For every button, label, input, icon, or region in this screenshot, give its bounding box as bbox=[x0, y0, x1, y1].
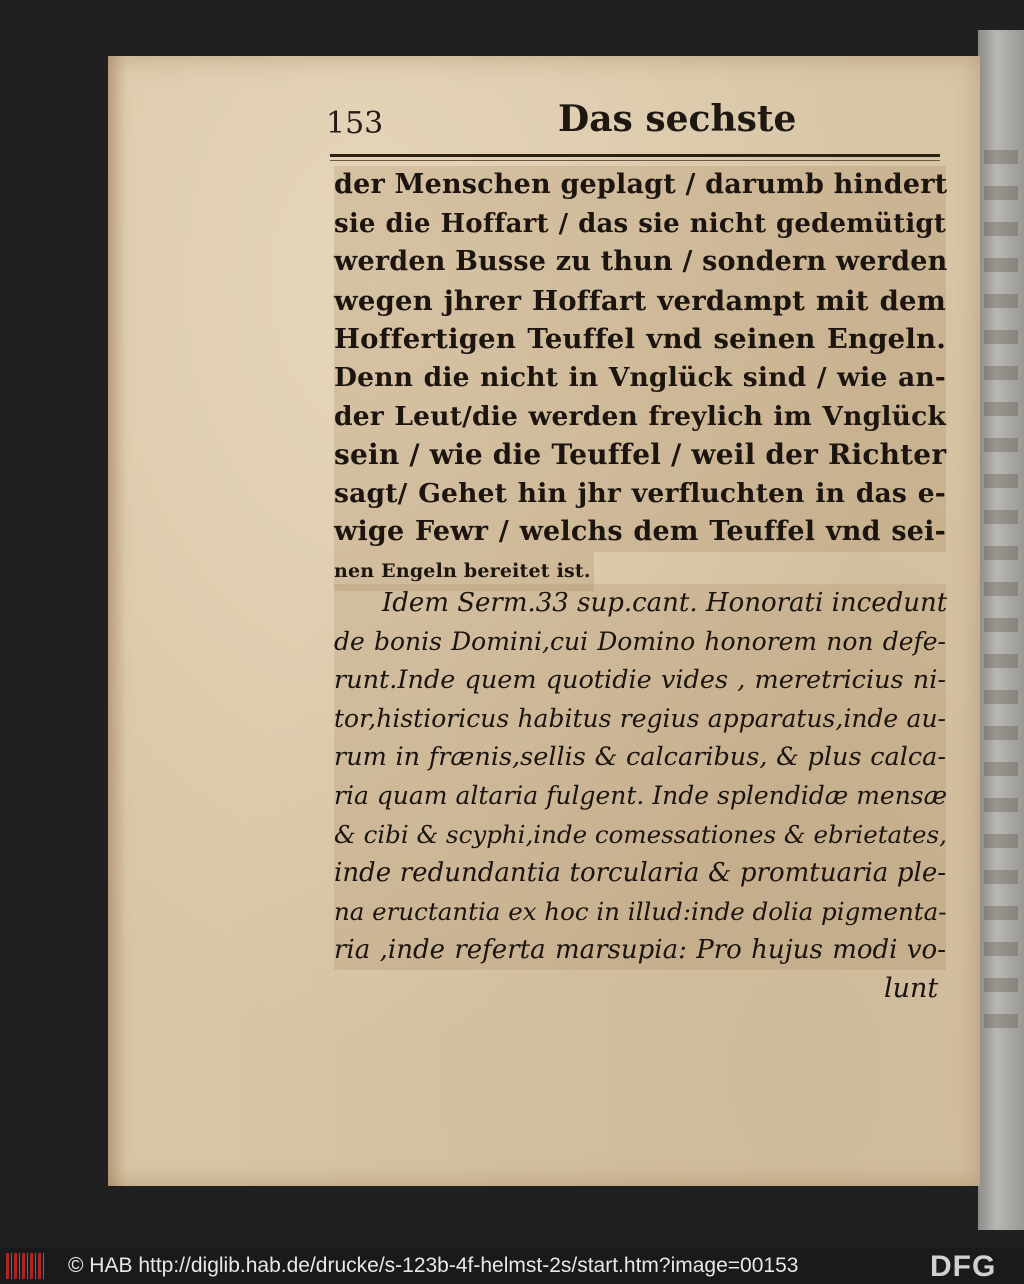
text-line: Idem Serm.33 sup.cant. Honorati incedunt bbox=[334, 584, 946, 623]
next-page-edge bbox=[978, 30, 1024, 1230]
text-line: der Leut/die werden freylich im Vnglück bbox=[334, 398, 946, 437]
text-line: ria quam altaria fulgent. Inde splendidæ mensæ bbox=[334, 777, 946, 816]
latin-text-block bbox=[334, 584, 946, 970]
header-rule bbox=[330, 154, 940, 157]
text-line: werden Busse zu thun / sondern werden bbox=[334, 243, 946, 282]
running-head: Das sechste bbox=[558, 98, 797, 140]
header-rule-thin bbox=[330, 160, 940, 161]
next-page-shadow bbox=[984, 150, 1018, 1050]
text-line: sagt/ Gehet hin jhr verfluchten in das e- bbox=[334, 475, 946, 514]
text-line: Denn die nicht in Vnglück sind / wie an- bbox=[334, 359, 946, 398]
text-line: runt.Inde quem quotidie vides , meretricius ni- bbox=[334, 661, 946, 700]
text-line: wige Fewr / welchs dem Teuffel vnd sei- bbox=[334, 513, 946, 552]
text-line: sein / wie die Teuffel / weil der Richter bbox=[334, 436, 946, 475]
dfg-logo: DFG bbox=[930, 1250, 997, 1283]
text-line: sie die Hoffart / das sie nicht gedemütigt bbox=[334, 205, 946, 244]
page-number: 153 bbox=[326, 106, 384, 141]
text-line: der Menschen geplagt / darumb hindert bbox=[334, 166, 946, 205]
footer-bar bbox=[0, 1248, 1024, 1284]
barcode-icon bbox=[6, 1253, 46, 1279]
german-text-block bbox=[334, 166, 946, 591]
copyright-link[interactable]: © HAB http://diglib.hab.de/drucke/s-123b-4f-helmst-2s/start.htm?image=00153 bbox=[68, 1254, 799, 1277]
text-line: tor,histioricus habitus regius apparatus,inde au- bbox=[334, 700, 946, 739]
text-line: na eructantia ex hoc in illud:inde dolia pigmenta- bbox=[334, 893, 946, 932]
text-line: wegen jhrer Hoffart verdampt mit dem bbox=[334, 282, 946, 321]
text-line: nen Engeln bereitet ist. bbox=[334, 552, 594, 591]
text-line: rum in frænis,sellis & calcaribus, & plus calca- bbox=[334, 738, 946, 777]
text-line: Hoffertigen Teuffel vnd seinen Engeln. bbox=[334, 320, 946, 359]
text-line: de bonis Domini,cui Domino honorem non defe- bbox=[334, 623, 946, 662]
text-line: inde redundantia torcularia & promtuaria ple- bbox=[334, 854, 946, 893]
catchword: lunt bbox=[884, 973, 939, 1004]
book-page bbox=[108, 56, 980, 1186]
text-line: ria ,inde referta marsupia: Pro hujus modi vo- bbox=[334, 931, 946, 970]
text-line: & cibi & scyphi,inde comessationes & ebrietates, bbox=[334, 816, 946, 855]
